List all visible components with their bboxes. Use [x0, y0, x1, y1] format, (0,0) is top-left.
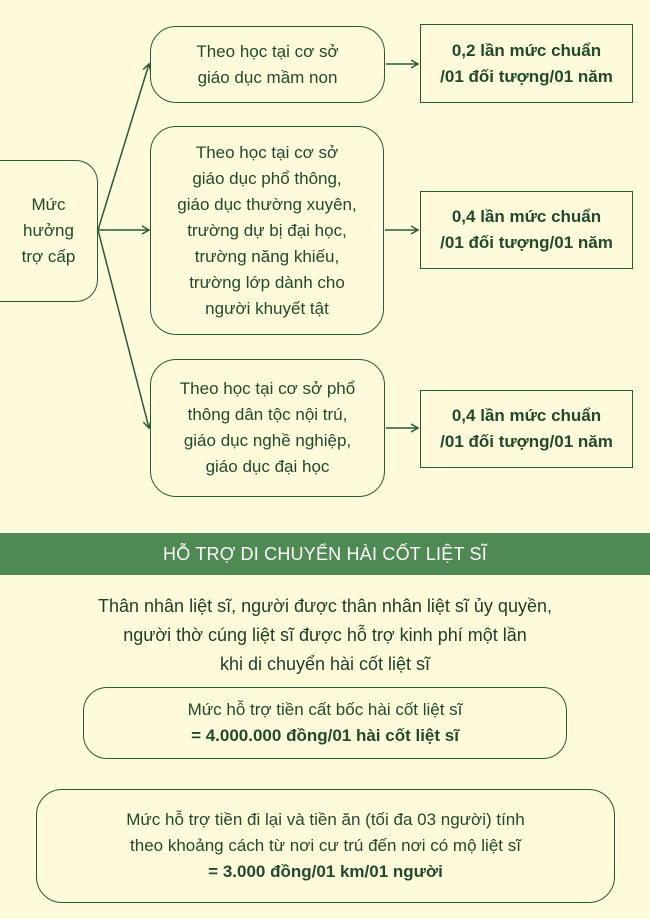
- rate-line: /01 đối tượng/01 năm: [440, 432, 613, 451]
- rate-box-higher-education: [420, 390, 633, 468]
- arrow-root-to-branch-1: [98, 64, 149, 230]
- support-text: theo khoảng cách từ nơi cư trú đến nơi có mộ liệt sĩ: [130, 836, 521, 855]
- condition-box-higher-education: [150, 359, 385, 497]
- condition-box-preschool: [150, 26, 385, 103]
- condition-line: Theo học tại cơ sở phổ: [179, 379, 356, 398]
- condition-line: trường năng khiếu,: [194, 246, 340, 266]
- arrow-root-to-branch-3: [98, 230, 149, 428]
- rate-line: /01 đối tượng/01 năm: [440, 66, 613, 86]
- condition-line: giáo dục thường xuyên,: [177, 194, 357, 214]
- support-text: Mức hỗ trợ tiền đi lại và tiền ăn (tối đa 03 người) tính: [126, 810, 525, 829]
- rate-line: 0,4 lần mức chuẩn: [451, 207, 602, 226]
- description-line: khi di chuyển hài cốt liệt sĩ: [219, 654, 431, 674]
- root-label-line: Mức: [31, 195, 66, 214]
- condition-line: Theo học tại cơ sở: [195, 142, 339, 162]
- support-amount: = 4.000.000 đồng/01 hài cốt liệt sĩ: [191, 726, 459, 745]
- condition-line: Theo học tại cơ sở: [196, 41, 339, 61]
- condition-box-general-education: [150, 126, 384, 335]
- description-line: Thân nhân liệt sĩ, người được thân nhân liệt sĩ ủy quyền,: [98, 596, 552, 616]
- condition-line: giáo dục đại học: [205, 457, 330, 476]
- section-title-banner: [0, 533, 650, 575]
- condition-line: trường dự bị đại học,: [187, 220, 347, 240]
- section-description: [0, 592, 650, 679]
- rate-line: 0,4 lần mức chuẩn: [451, 406, 602, 425]
- section-title: HỖ TRỢ DI CHUYỂN HÀI CỐT LIỆT SĨ: [163, 543, 487, 564]
- root-label-line: hưởng: [23, 221, 74, 240]
- condition-line: người khuyết tật: [205, 298, 329, 318]
- rate-box-general-education: [420, 191, 633, 269]
- condition-line: giáo dục nghề nghiệp,: [183, 431, 352, 450]
- support-box-exhumation: [83, 687, 567, 759]
- description-line: người thờ cúng liệt sĩ được hỗ trợ kinh phí một lần: [123, 625, 527, 645]
- root-label-line: trợ cấp: [21, 247, 76, 266]
- condition-line: giáo dục phổ thông,: [192, 168, 342, 188]
- support-text: Mức hỗ trợ tiền cất bốc hài cốt liệt sĩ: [187, 700, 463, 719]
- rate-line: /01 đối tượng/01 năm: [440, 233, 613, 252]
- root-box-benefit-level: [0, 160, 98, 302]
- rate-box-preschool: [420, 24, 633, 103]
- rate-line: 0,2 lần mức chuẩn: [451, 40, 602, 60]
- condition-line: trường lớp dành cho: [189, 272, 345, 292]
- support-amount: = 3.000 đồng/01 km/01 người: [208, 862, 443, 881]
- support-box-travel-meals: [36, 789, 615, 903]
- condition-line: giáo dục mầm non: [197, 67, 338, 87]
- condition-line: thông dân tộc nội trú,: [187, 405, 348, 424]
